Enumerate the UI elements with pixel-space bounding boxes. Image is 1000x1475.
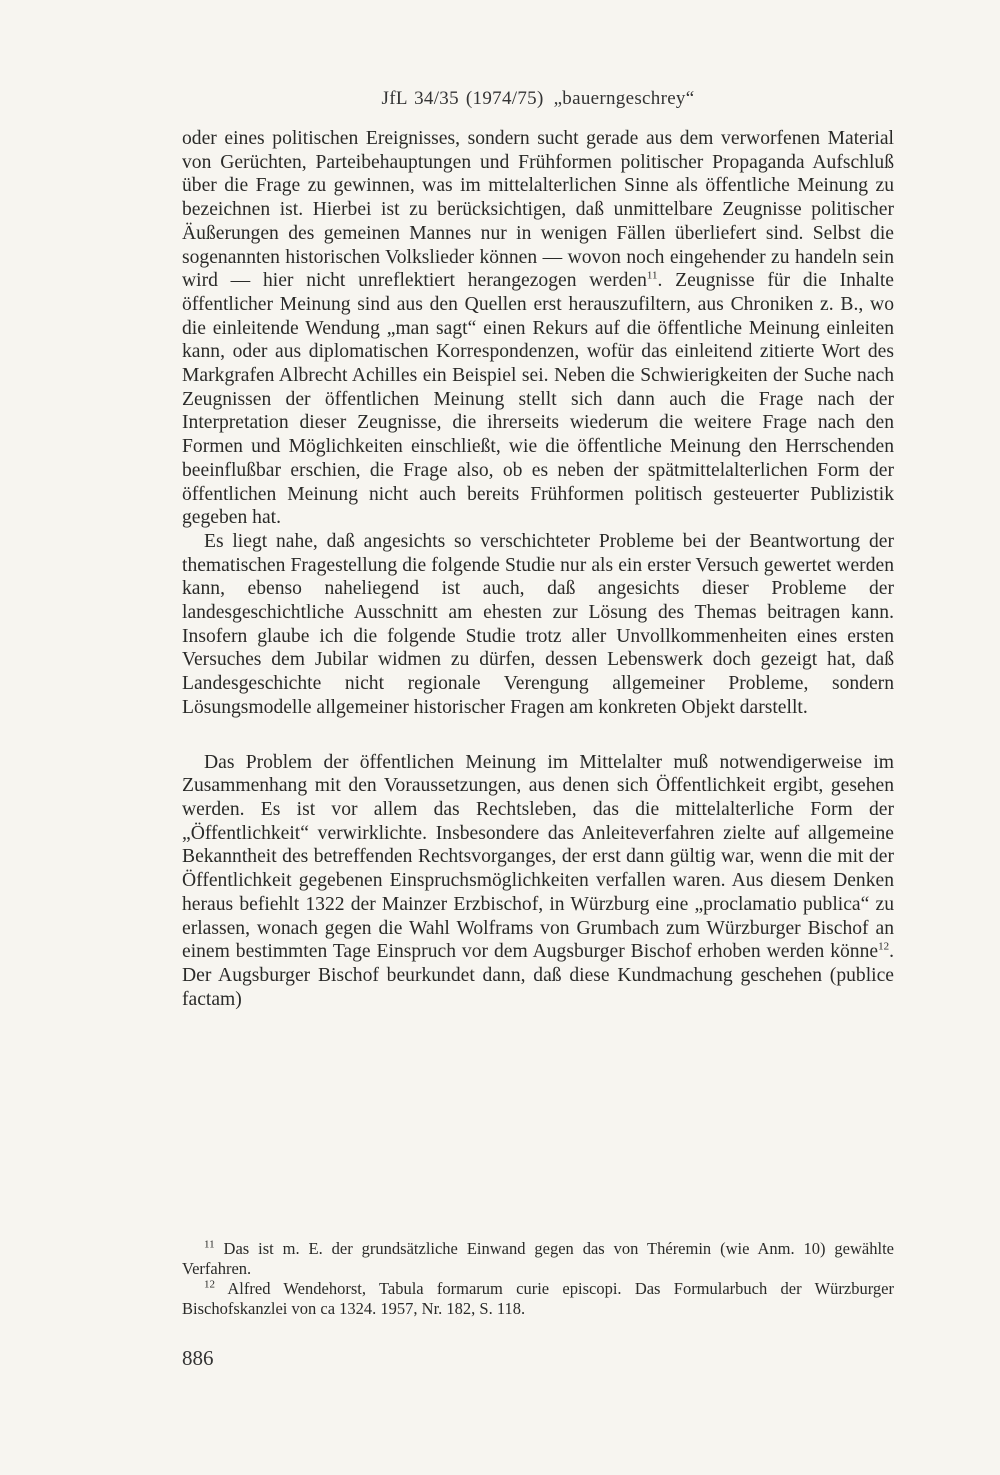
footnotes (182, 1239, 894, 1319)
footnote-number: 11 (204, 1238, 215, 1251)
footnote-number: 12 (204, 1278, 215, 1291)
paragraph-text: . Zeugnisse für die Inhalte öffentlicher Meinung sind aus den Quellen erst herauszufiltern, aus Chroniken z. B., wo die einleitende Wendung „man sagt“ einen Rekurs auf die öffentliche Meinung einleiten kann, oder aus diplomatischen Korrespondenzen, wofür das einleitend zitierte Wort des Markgrafen Albrecht Achilles ein Beispiel sei. Neben die Schwierigkeiten der Suche nach Zeugnissen der öffentlichen Meinung stellt sich dann auch die Frage nach der Interpretation dieser Zeugnisse, die ihrerseits wiederum die weitere Frage nach den Formen und Möglichkeiten einschließt, wie die öffentliche Meinung den Herrschenden beeinflußbar erschien, die Frage also, ob es neben der spätmittelalterlichen Form der öffentlichen Meinung nicht auch bereits Frühformen politisch gesteuerter Publizistik gegeben hat. (182, 270, 895, 529)
page-number: 886 (182, 1346, 214, 1370)
running-head (182, 88, 894, 110)
paragraph-text: Das Problem der öffentlichen Meinung im Mittelalter muß notwendigerweise im Zusammenhang mit den Voraussetzungen, aus denen sich Öffentlichkeit ergibt, gesehen werden. Es ist vor allem das Rechtsleben, das die mittelalterliche Form der „Öffentlichkeit“ verwirklichte. Insbesondere das Anleiteverfahren zielte auf allgemeine Bekanntheit des betreffenden Rechtsvorganges, der erst dann gültig war, wenn die mit der Öffentlichkeit gegebenen Einspruchsmöglichkeiten verfallen waren. Aus diesem Denken heraus befiehlt 1322 der Mainzer Erzbischof, in Würzburg eine „proclamatio publica“ zu erlassen, wonach gegen die Wahl Wolframs von Grumbach zum Würzburger Bischof an einem bestimmten Tage Einspruch vor dem Augsburger Bischof erhoben werden könne (182, 751, 894, 963)
body-text (182, 127, 894, 1011)
paragraph (182, 530, 894, 720)
footnote-ref-11[interactable]: 11 (646, 269, 658, 282)
document-page (182, 0, 894, 1475)
paragraph-section-start (182, 751, 894, 1012)
journal-citation: JfL 34/35 (1974/75) (381, 88, 544, 109)
paragraph-continued (182, 127, 894, 530)
footnote-11 (182, 1239, 894, 1279)
footnote-text: Alfred Wendehorst, Tabula formarum curie episcopi. Das Formularbuch der Würzburger Bischofskanzlei von ca 1324. 1957, Nr. 182, S. 118. (182, 1279, 894, 1318)
footnote-text: Das ist m. E. der grundsätzliche Einwand gegen das von Théremin (wie Anm. 10) gewählte Verfahren. (182, 1239, 894, 1278)
footnote-12 (182, 1279, 894, 1319)
paragraph-text: oder eines politischen Ereignisses, sondern sucht gerade aus dem verworfenen Material von Gerüchten, Parteibehauptungen und Frühformen politischer Propaganda Aufschluß über die Frage zu gewinnen, was im mittelalterlichen Sinne als öffentliche Meinung zu bezeichnen ist. Hierbei ist zu berücksichtigen, daß unmittelbare Zeugnisse politischer Äußerungen des gemeinen Mannes nur in wenigen Fällen überliefert sind. Selbst die sogenannten historischen Volkslieder können — wovon noch eingehender zu handeln sein wird — hier nicht unreflektiert herangezogen werden (182, 128, 894, 292)
article-short-title: „bauerngeschrey“ (553, 88, 695, 109)
footnote-ref-12[interactable]: 12 (878, 940, 890, 953)
paragraph-text: Es liegt nahe, daß angesichts so verschichteter Probleme bei der Beantwortung der thematischen Fragestellung die folgende Studie nur als ein erster Versuch gewertet werden kann, ebenso naheliegend ist auch, daß angesichts dieser Probleme der landesgeschichtliche Ausschnitt am ehesten zur Lösung des Themas beitragen kann. Insofern glaube ich die folgende Studie trotz aller Unvollkommenheiten eines ersten Versuches dem Jubilar widmen zu dürfen, dessen Lebenswerk doch gezeigt hat, daß Landesgeschichte nicht regionale Verengung allgemeiner Probleme, sondern Lösungsmodelle allgemeiner historischer Fragen am konkreten Objekt darstellt. (182, 530, 894, 718)
paragraph-text: . Der Augsburger Bischof beurkundet dann, daß diese Kundmachung geschehen (publice factam) (182, 941, 894, 1010)
